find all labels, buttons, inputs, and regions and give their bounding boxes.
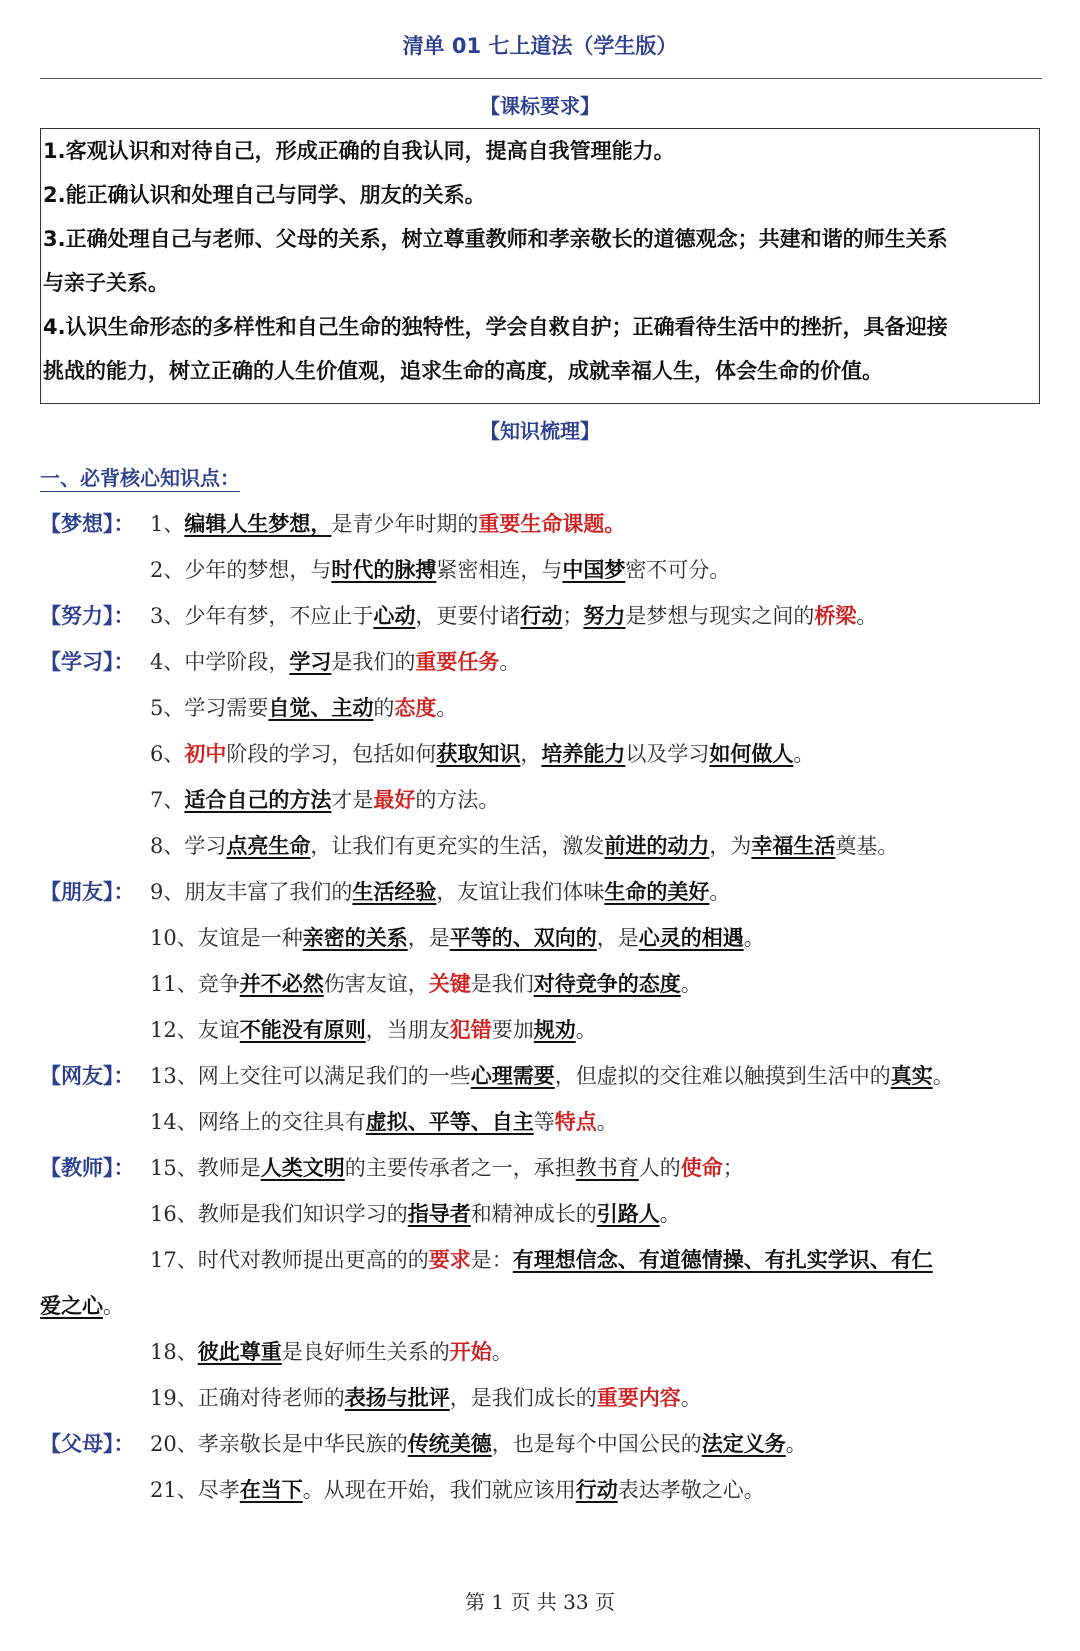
item-9: 9、朋友丰富了我们的生活经验，友谊让我们体味生命的美好。 (150, 879, 731, 904)
tag-parents: 【父母】： (40, 1432, 135, 1456)
tag-study: 【学习】： (40, 650, 135, 674)
tag-effort: 【努力】： (40, 604, 135, 628)
title-divider (40, 78, 1042, 79)
item-20: 20、孝亲敬长是中华民族的传统美德，也是每个中国公民的法定义务。 (150, 1431, 807, 1456)
tag-teacher: 【教师】： (40, 1156, 135, 1180)
page-footer: 第 1 页 共 33 页 (465, 1590, 615, 1614)
item-14: 14、网络上的交往具有虚拟、平等、自主等特点。 (150, 1109, 618, 1134)
item-4: 4、中学阶段，学习是我们的重要任务。 (150, 649, 521, 674)
requirement-line: 3.正确处理自己与老师、父母的关系，树立尊重教师和孝亲敬长的道德观念；共建和谐的师生关系 (43, 227, 948, 251)
item-16: 16、教师是我们知识学习的指导者和精神成长的引路人。 (150, 1201, 681, 1226)
requirement-line: 2.能正确认识和处理自己与同学、朋友的关系。 (43, 183, 486, 207)
requirement-line: 与亲子关系。 (43, 271, 169, 295)
requirements-header: 【课标要求】 (480, 94, 600, 118)
item-1: 1、编辑人生梦想，是青少年时期的重要生命课题。 (150, 511, 626, 536)
item-7: 7、适合自己的方法才是最好的方法。 (150, 787, 500, 812)
tag-netfriend: 【网友】： (40, 1064, 135, 1088)
item-19: 19、正确对待老师的表扬与批评，是我们成长的重要内容。 (150, 1385, 702, 1410)
requirements-box (40, 128, 1040, 404)
tag-friend: 【朋友】： (40, 880, 135, 904)
item-11: 11、竞争并不必然伤害友谊，关键是我们对待竞争的态度。 (150, 971, 702, 996)
item-5: 5、学习需要自觉、主动的态度。 (150, 695, 458, 720)
item-15: 15、教师是人类文明的主要传承者之一，承担教书育人的使命； (150, 1155, 744, 1180)
item-6: 6、初中阶段的学习，包括如何获取知识，培养能力以及学习如何做人。 (150, 741, 815, 766)
item-8: 8、学习点亮生命，让我们有更充实的生活，激发前进的动力，为幸福生活奠基。 (150, 833, 899, 858)
item-13: 13、网上交往可以满足我们的一些心理需要，但虚拟的交往难以触摸到生活中的真实。 (150, 1063, 954, 1088)
document-title: 清单 01 七上道法（学生版） (402, 34, 678, 58)
tag-dream: 【梦想】： (40, 512, 135, 536)
item-18: 18、彼此尊重是良好师生关系的开始。 (150, 1339, 513, 1364)
item-17-continued: 爱之心。 (40, 1293, 124, 1318)
item-17: 17、时代对教师提出更高的的要求是：有理想信念、有道德情操、有扎实学识、有仁 (150, 1247, 933, 1272)
requirement-line: 1.客观认识和对待自己，形成正确的自我认同，提高自我管理能力。 (43, 139, 675, 163)
item-3: 3、少年有梦，不应止于心动，更要付诸行动；努力是梦想与现实之间的桥梁。 (150, 603, 878, 628)
knowledge-header: 【知识梳理】 (480, 419, 600, 443)
core-points-heading: 一、必背核心知识点： (40, 462, 240, 492)
item-21: 21、尽孝在当下。从现在开始，我们就应该用行动表达孝敬之心。 (150, 1477, 765, 1502)
item-10: 10、友谊是一种亲密的关系，是平等的、双向的，是心灵的相遇。 (150, 925, 765, 950)
item-12: 12、友谊不能没有原则，当朋友犯错要加规劝。 (150, 1017, 597, 1042)
requirement-line: 4.认识生命形态的多样性和自己生命的独特性，学会自救自护；正确看待生活中的挫折，具备迎接 (43, 315, 948, 339)
item-2: 2、少年的梦想，与时代的脉搏紧密相连，与中国梦密不可分。 (150, 557, 731, 582)
requirement-line: 挑战的能力，树立正确的人生价值观，追求生命的高度，成就幸福人生，体会生命的价值。 (43, 359, 883, 383)
